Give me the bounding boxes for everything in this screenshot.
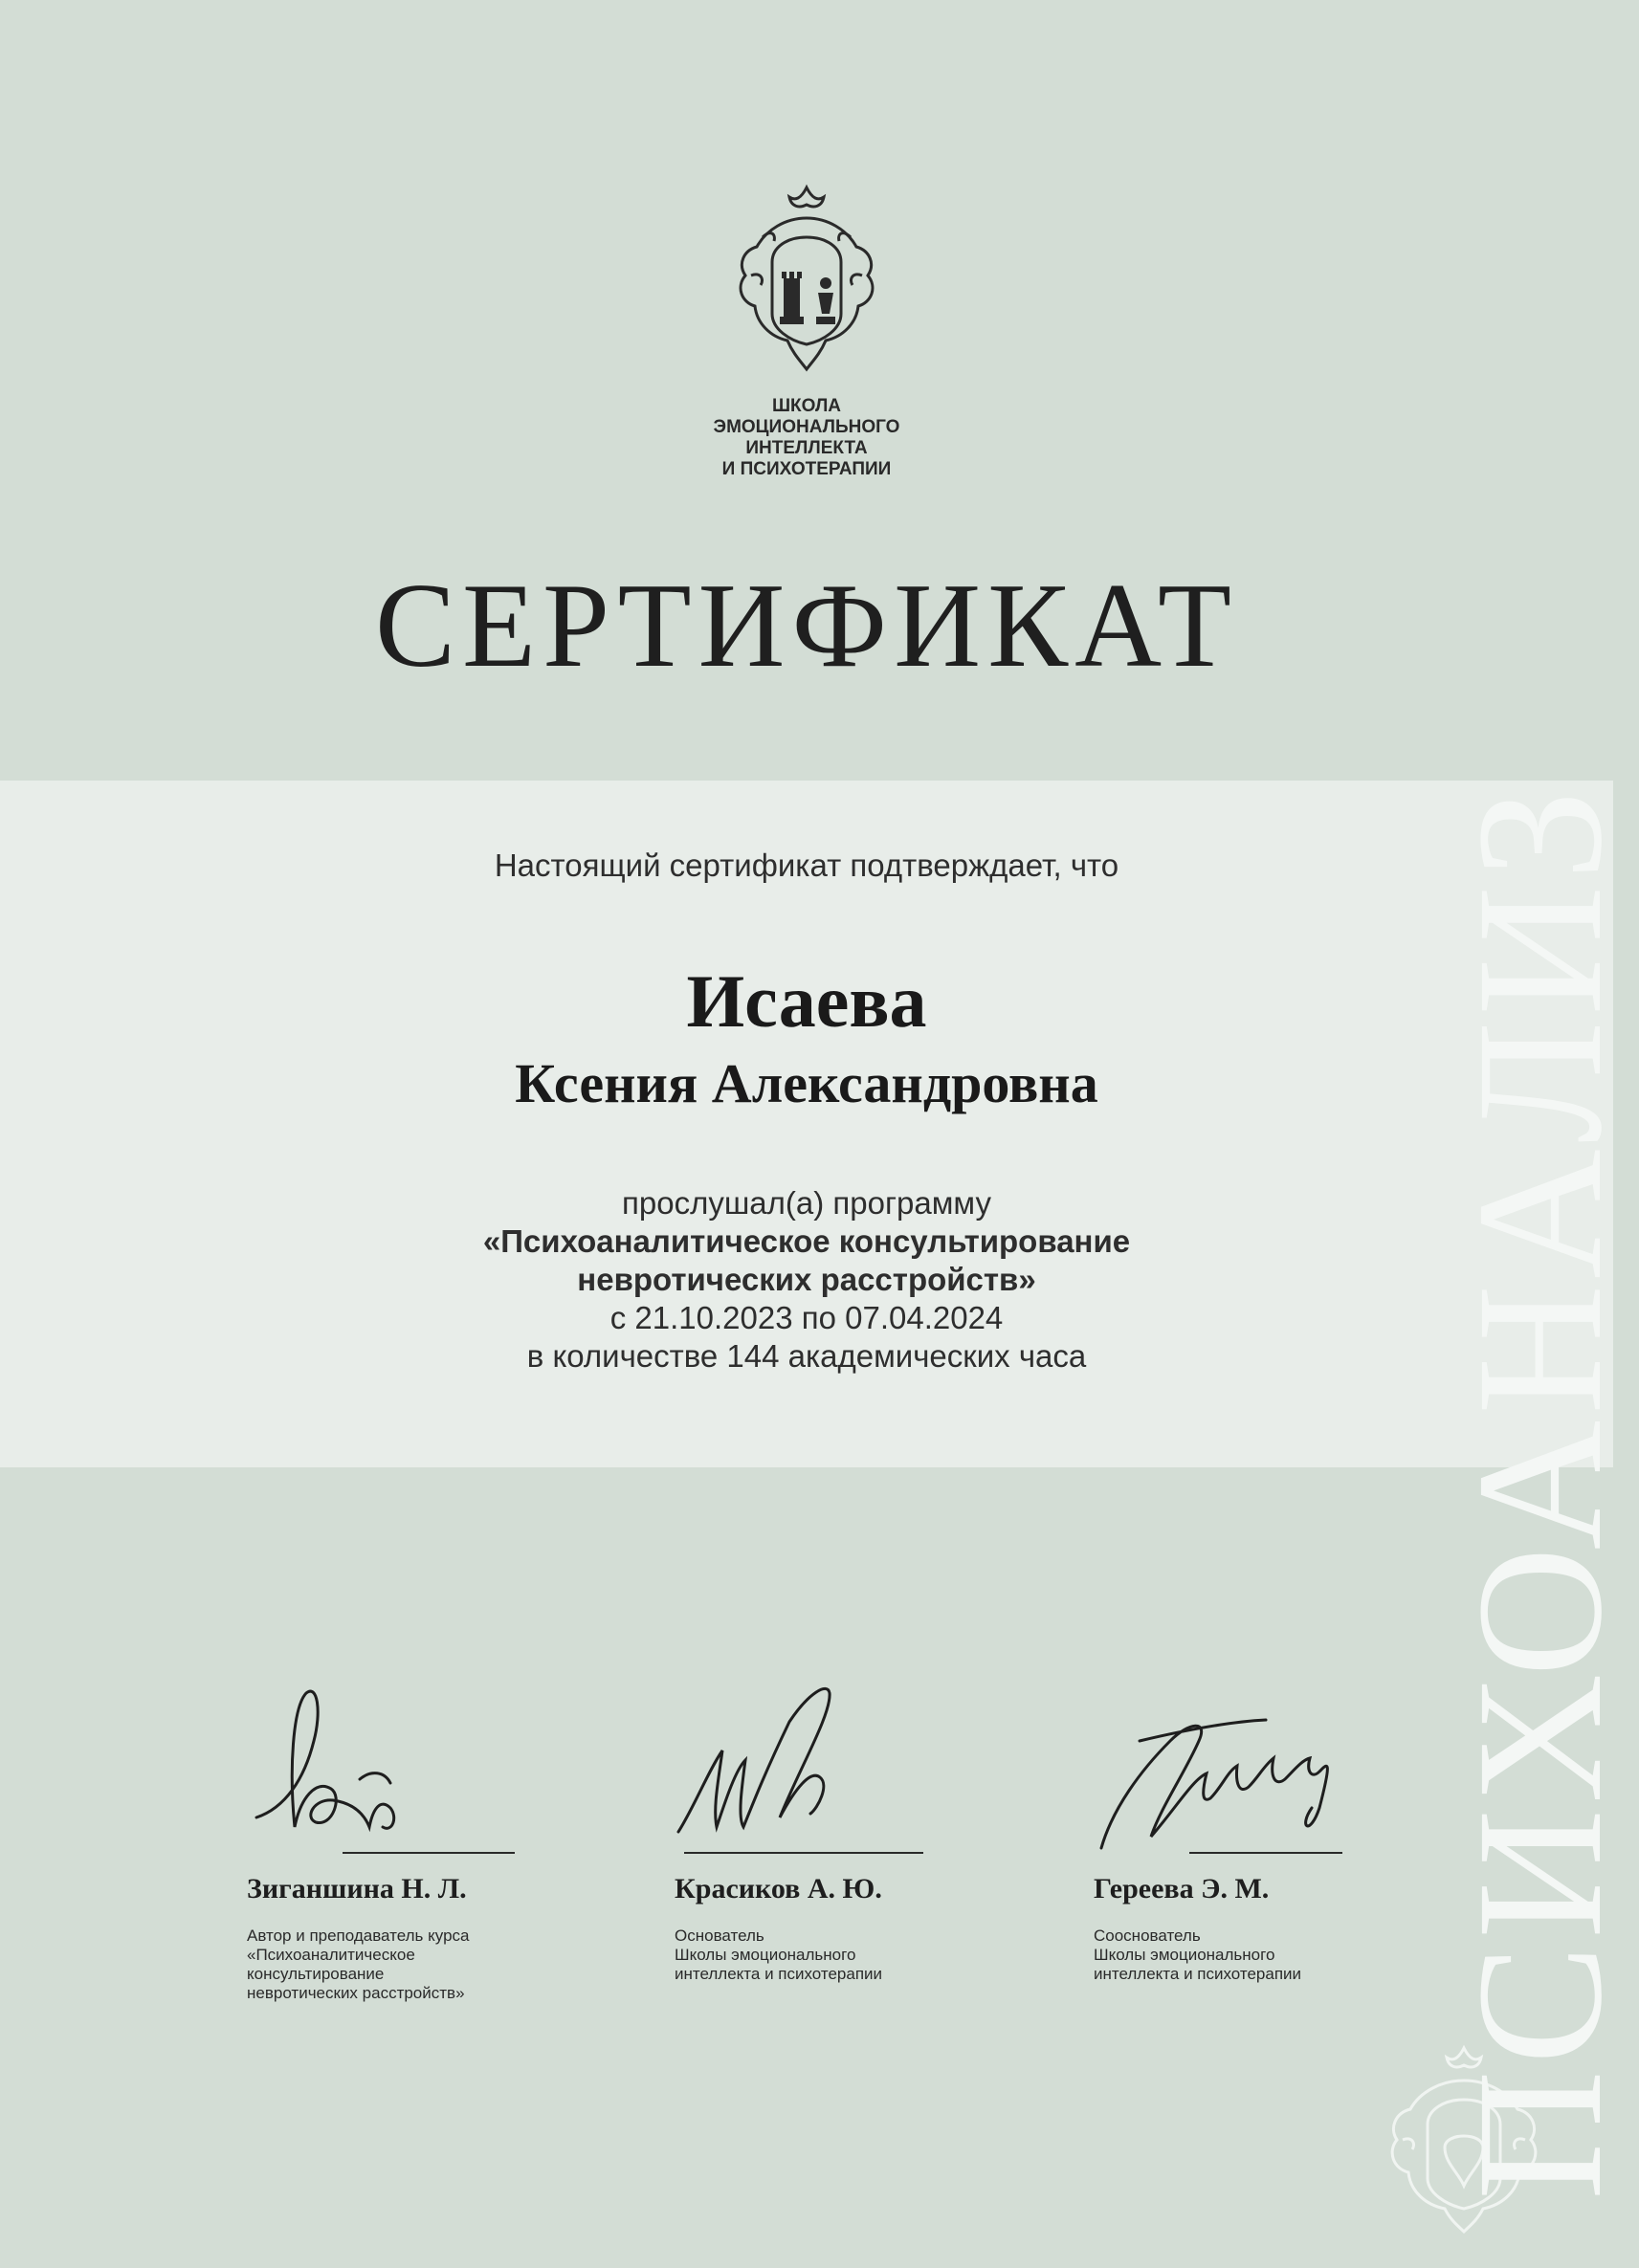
vertical-watermark-word: ПСИХОАНАЛИЗ [1439, 783, 1639, 2200]
corner-crest-watermark [1378, 2042, 1550, 2234]
signature-2 [675, 1664, 990, 1856]
school-name-line: ЭМОЦИОНАЛЬНОГО [713, 417, 900, 437]
program-info [0, 1184, 1613, 1376]
certificate-title: СЕРТИФИКАТ [374, 560, 1239, 693]
signatory-role-line: невротических расстройств» [247, 1984, 465, 2002]
school-name-line: И ПСИХОТЕРАПИИ [721, 459, 892, 479]
signature-line [343, 1852, 515, 1854]
recipient-given-names: Ксения Александровна [515, 1052, 1098, 1114]
confirm-text: Настоящий сертификат подтверждает, что [494, 848, 1119, 883]
handwritten-signature [675, 1664, 990, 1856]
program-name-line2: невротических расстройств» [577, 1262, 1036, 1297]
signatory-block [675, 1664, 990, 1984]
signatory-role-line: интеллекта и психотерапии [675, 1965, 883, 1983]
program-hours: в количестве 144 академических часа [526, 1338, 1087, 1374]
signatory-name: Зиганшина Н. Л. [247, 1873, 467, 1905]
signature-line [684, 1852, 923, 1854]
signature-line [1189, 1852, 1342, 1854]
signatory-role-line: «Психоаналитическое [247, 1946, 415, 1964]
signatory-block [247, 1664, 563, 2003]
signatory-role-line: Основатель [675, 1927, 764, 1945]
program-intro: прослушал(а) программу [622, 1185, 991, 1221]
recipient-surname: Исаева [686, 959, 927, 1043]
signatory-role [247, 1927, 563, 2003]
signatory-block [1094, 1664, 1409, 1984]
signature-1 [247, 1664, 563, 1856]
signature-3 [1094, 1664, 1409, 1856]
program-period: с 21.10.2023 по 07.04.2024 [609, 1300, 1004, 1335]
school-name-line: ШКОЛА [771, 396, 842, 416]
signatory-role-line: консультирование [247, 1965, 385, 1983]
program-name-line1: «Психоаналитическое консультирование [482, 1223, 1131, 1259]
signatory-role-line: Сооснователь [1094, 1927, 1201, 1945]
signatory-role [1094, 1927, 1409, 1984]
signatory-name: Гереева Э. М. [1094, 1873, 1270, 1905]
signatory-role-line: интеллекта и психотерапии [1094, 1965, 1302, 1983]
handwritten-signature [1094, 1664, 1409, 1856]
handwritten-signature [247, 1664, 563, 1856]
signatory-role-line: Школы эмоционального [675, 1946, 856, 1964]
school-name-line: ИНТЕЛЛЕКТА [745, 438, 868, 458]
school-crest-logo [728, 180, 885, 377]
signatory-role [675, 1927, 990, 1984]
signatory-name: Красиков А. Ю. [675, 1873, 882, 1905]
signatory-role-line: Школы эмоционального [1094, 1946, 1275, 1964]
signatory-role-line: Автор и преподаватель курса [247, 1927, 470, 1945]
school-name [663, 396, 950, 480]
